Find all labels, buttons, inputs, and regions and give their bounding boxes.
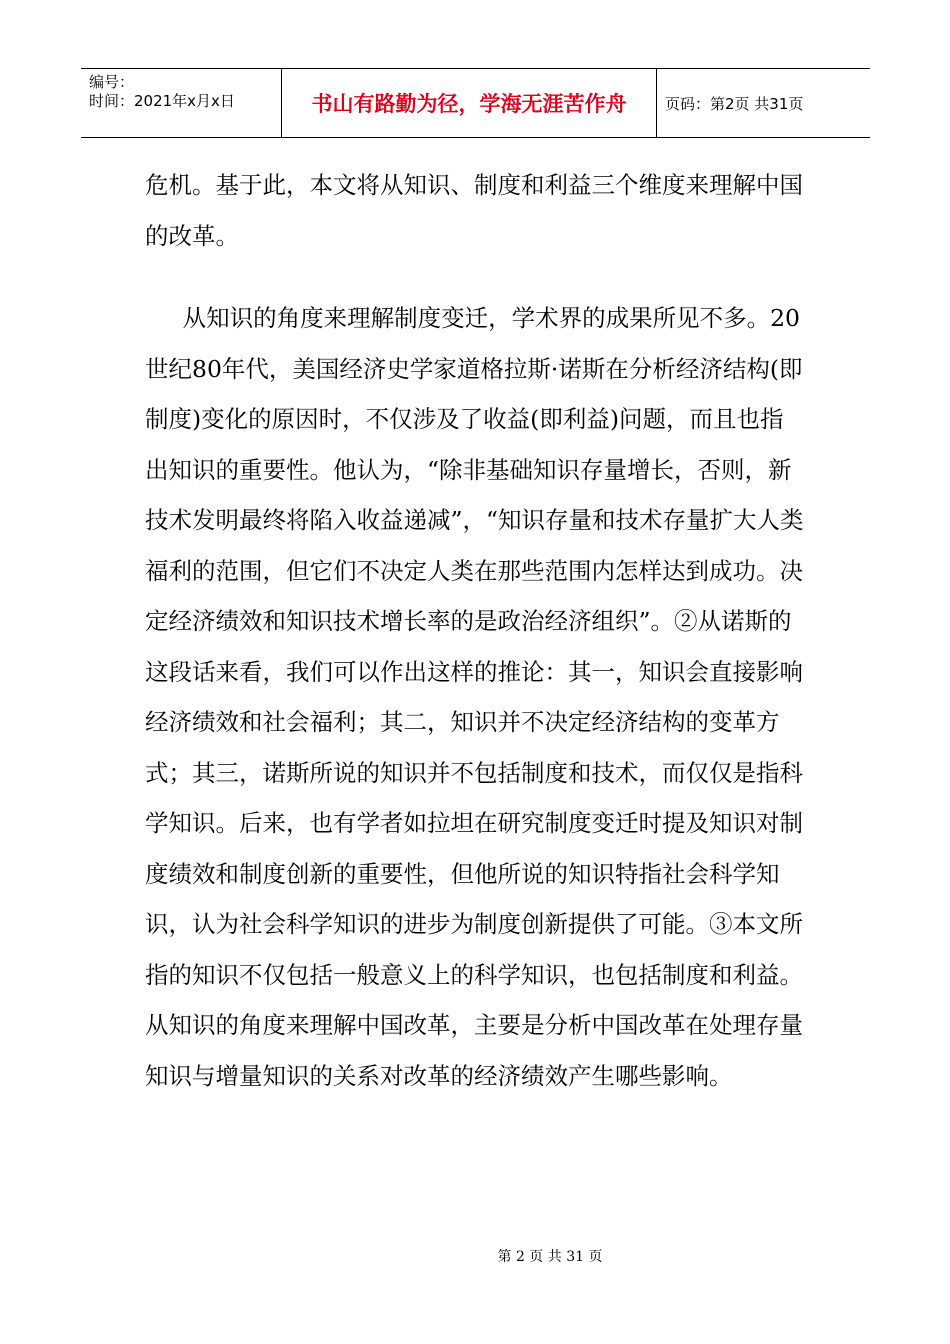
header-meta xyxy=(81,69,282,137)
document-number: 编号： xyxy=(89,73,135,91)
page-footer: 第 2 页 共 31 页 xyxy=(497,1249,603,1265)
document-body xyxy=(145,160,805,1101)
document-date: 时间：2021年x月x日 xyxy=(89,92,235,110)
paragraph-2: 从知识的角度来理解制度变迁，学术界的成果所见不多。20世纪80年代，美国经济史学家道格拉斯·诺斯在分析经济结构(即制度)变化的原因时，不仅涉及了收益(即利益)问题，而且也指出知识的重要性。他认为，“除非基础知识存量增长，否则，新技术发明最终将陷入收益递减”，“知识存量和技术存量扩大人类福利的范围，但它们不决定人类在那些范围内怎样达到成功。决定经济绩效和知识技术增长率的是政治经济组织”。②从诺斯的这段话来看，我们可以作出这样的推论：其一，知识会直接影响经济绩效和社会福利；其二，知识并不决定经济结构的变革方式；其三，诺斯所说的知识并不包括制度和技术，而仅仅是指科学知识。后来，也有学者如拉坦在研究制度变迁时提及知识对制度绩效和制度创新的重要性，但他所说的知识特指社会科学知识，认为社会科学知识的进步为制度创新提供了可能。③本文所指的知识不仅包括一般意义上的科学知识，也包括制度和利益。从知识的角度来理解中国改革，主要是分析中国改革在处理存量知识与增量知识的关系对改革的经济绩效产生哪些影响。 xyxy=(145,304,804,1090)
header-page-info: 页码：第2页 共31页 xyxy=(665,94,804,113)
page-header xyxy=(81,68,870,138)
header-motto: 书山有路勤为径，学海无涯苦作舟 xyxy=(282,69,657,137)
paragraph-1: 危机。基于此，本文将从知识、制度和利益三个维度来理解中国的改革。 xyxy=(145,171,803,250)
